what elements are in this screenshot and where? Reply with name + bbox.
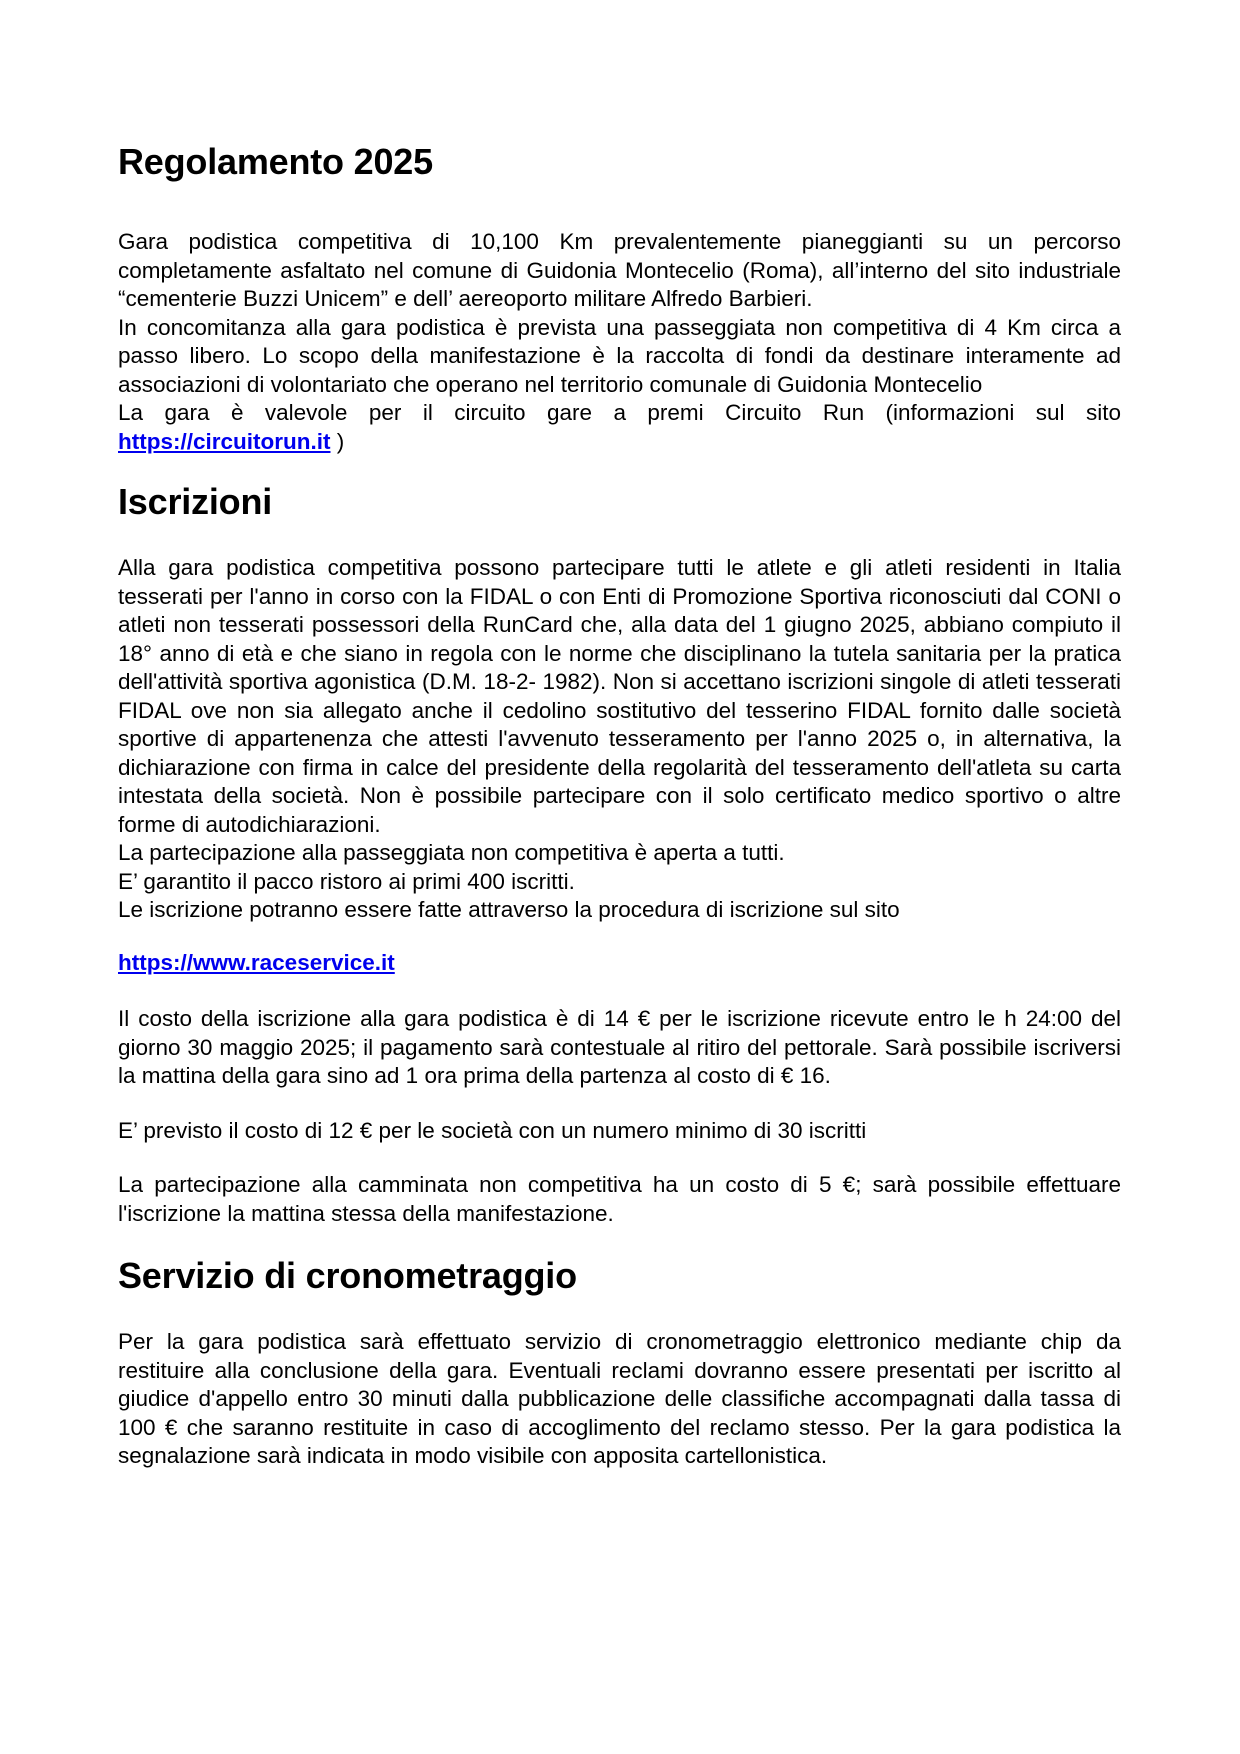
raceservice-link-line: [118, 949, 1121, 978]
paragraph: La partecipazione alla camminata non competitiva ha un costo di 5 €; sarà possibile effettuare l'iscrizione la mattina stessa della manifestazione.: [118, 1172, 1121, 1226]
paragraph: In concomitanza alla gara podistica è prevista una passeggiata non competitiva di 4 Km circa a passo libero. Lo scopo della manifestazione è la raccolta di fondi da destinare interamente ad associazioni di volontariato che operano nel territorio comunale di Guidonia Montecelio: [118, 314, 1121, 397]
paragraph-text: La gara è valevole per il circuito gare a premi Circuito Run (informazioni sul sito: [118, 400, 1121, 425]
paragraph: [118, 399, 1121, 456]
paragraph: La partecipazione alla passeggiata non competitiva è aperta a tutti.: [118, 840, 785, 865]
paragraph: E’ garantito il pacco ristoro ai primi 400 iscritti.: [118, 868, 575, 894]
paragraph: Per la gara podistica sarà effettuato servizio di cronometraggio elettronico mediante chip da restituire alla conclusione della gara. Eventuali reclami dovranno essere presentati per iscritto al giudice d'appello entro 30 minuti dalla pubblicazione delle classifiche accompagnati dalla tassa di 100 € che saranno restituite in caso di accoglimento del reclamo stesso. Per la gara podistica la segnalazione sarà indicata in modo visibile con apposita cartellonistica.: [118, 1329, 1121, 1468]
paragraph: Gara podistica competitiva di 10,100 Km prevalentemente pianeggianti su un percorso completamente asfaltato nel comune di Guidonia Montecelio (Roma), all’interno del sito industriale “cementerie Buzzi Unicem” e dell’ aereoporto militare Alfredo Barbieri.: [118, 229, 1121, 311]
section-title-cronometraggio: Servizio di cronometraggio: [118, 1255, 577, 1296]
circuitorun-link[interactable]: https://circuitorun.it: [118, 428, 331, 454]
raceservice-link[interactable]: https://www.raceservice.it: [118, 949, 395, 975]
section-title-regolamento: Regolamento 2025: [118, 141, 433, 182]
paragraph: Il costo della iscrizione alla gara podistica è di 14 € per le iscrizione ricevute entro le h 24:00 del giorno 30 maggio 2025; il pagamento sarà contestuale al ritiro del pettorale. Sarà possibile iscriversi la mattina della gara sino ad 1 ora prima della partenza al costo di € 16.: [118, 1006, 1121, 1088]
paragraph-text: ): [330, 428, 345, 454]
paragraph: E’ previsto il costo di 12 € per le società con un numero minimo di 30 iscritti: [118, 1117, 867, 1143]
page-content: [118, 140, 1121, 1471]
section-title-iscrizioni: Iscrizioni: [118, 481, 273, 522]
paragraph: Alla gara podistica competitiva possono partecipare tutti le atlete e gli atleti residenti in Italia tesserati per l'anno in corso con la FIDAL o con Enti di Promozione Sportiva riconosciuti dal CONI o atleti non tesserati possessori della RunCard che, alla data del 1 giugno 2025, abbiano compiuto il 18° anno di età e che siano in regola con le norme che disciplinano la tutela sanitaria per la pratica dell'attività sportiva agonistica (D.M. 18-2- 1982). Non si accettano iscrizioni singole di atleti tesserati FIDAL ove non sia allegato anche il cedolino sostitutivo del tesserino FIDAL fornito dalle società sportive di appartenenza che attesti l'avvenuto tesseramento per l'anno 2025 o, in alternativa, la dichiarazione con firma in calce del presidente della regolarità del tesseramento dell'atleta su carta intestata della società. Non è possibile partecipare con il solo certificato medico sportivo o altre forme di autodichiarazioni.: [118, 555, 1121, 837]
paragraph: Le iscrizione potranno essere fatte attraverso la procedura di iscrizione sul sito: [118, 897, 900, 922]
